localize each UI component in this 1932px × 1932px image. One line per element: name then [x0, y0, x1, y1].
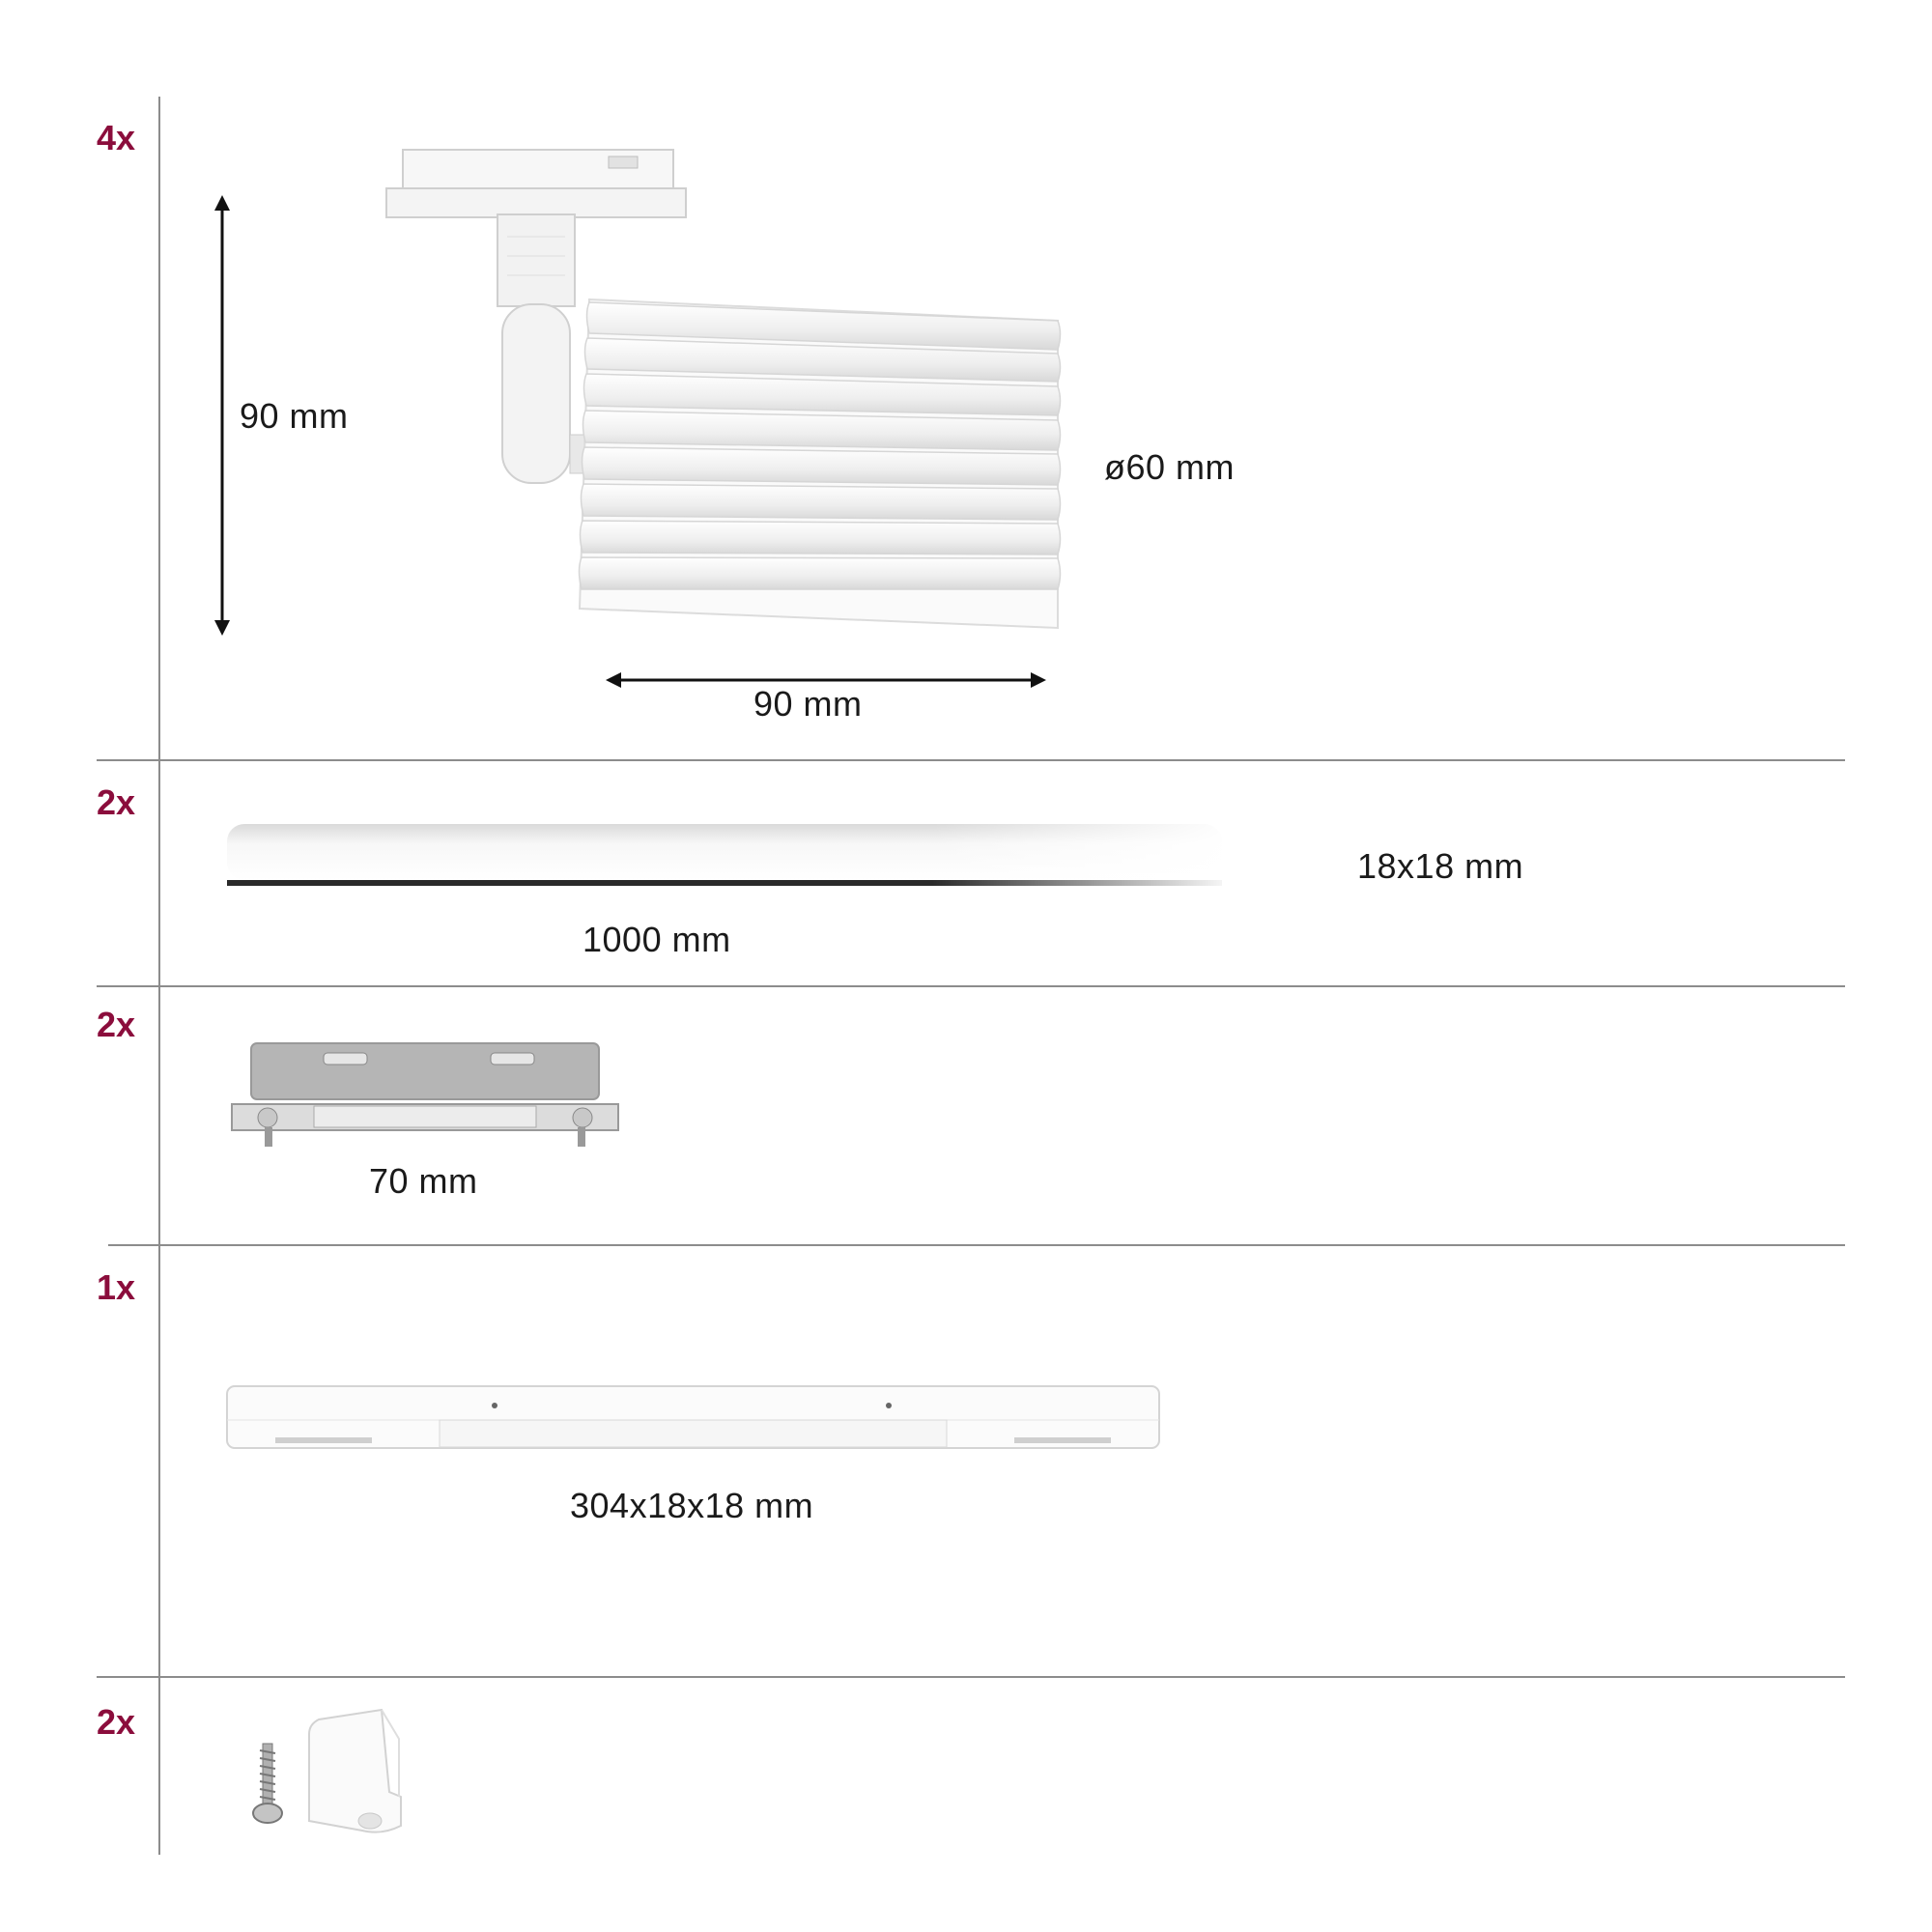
rail-profile-dimension-label: 18x18 mm: [1357, 846, 1524, 886]
track-spotlight-image: [382, 145, 1077, 638]
track-rail-image: [222, 819, 1236, 896]
quantity-label: 2x: [97, 1005, 136, 1044]
connector-image: [222, 1038, 628, 1154]
height-dimension-label: 90 mm: [240, 396, 349, 436]
quantity-label: 2x: [97, 782, 136, 822]
end-cap-with-screw-image: [246, 1700, 440, 1845]
section-divider: [97, 985, 1845, 987]
vertical-divider: [158, 97, 160, 1855]
rail-length-dimension-label: 1000 mm: [582, 920, 731, 959]
section-divider: [97, 759, 1845, 761]
section-divider: [108, 1244, 1845, 1246]
quantity-label: 1x: [97, 1267, 136, 1307]
quantity-label: 4x: [97, 118, 136, 157]
section-divider: [97, 1676, 1845, 1678]
power-supply-track-image: [222, 1381, 1169, 1459]
width-dimension-label: 90 mm: [753, 684, 863, 724]
diameter-dimension-label: ø60 mm: [1104, 447, 1236, 487]
quantity-label: 2x: [97, 1702, 136, 1742]
height-arrow: [203, 193, 242, 638]
connector-length-dimension-label: 70 mm: [369, 1161, 478, 1201]
power-supply-dimension-label: 304x18x18 mm: [570, 1486, 814, 1525]
